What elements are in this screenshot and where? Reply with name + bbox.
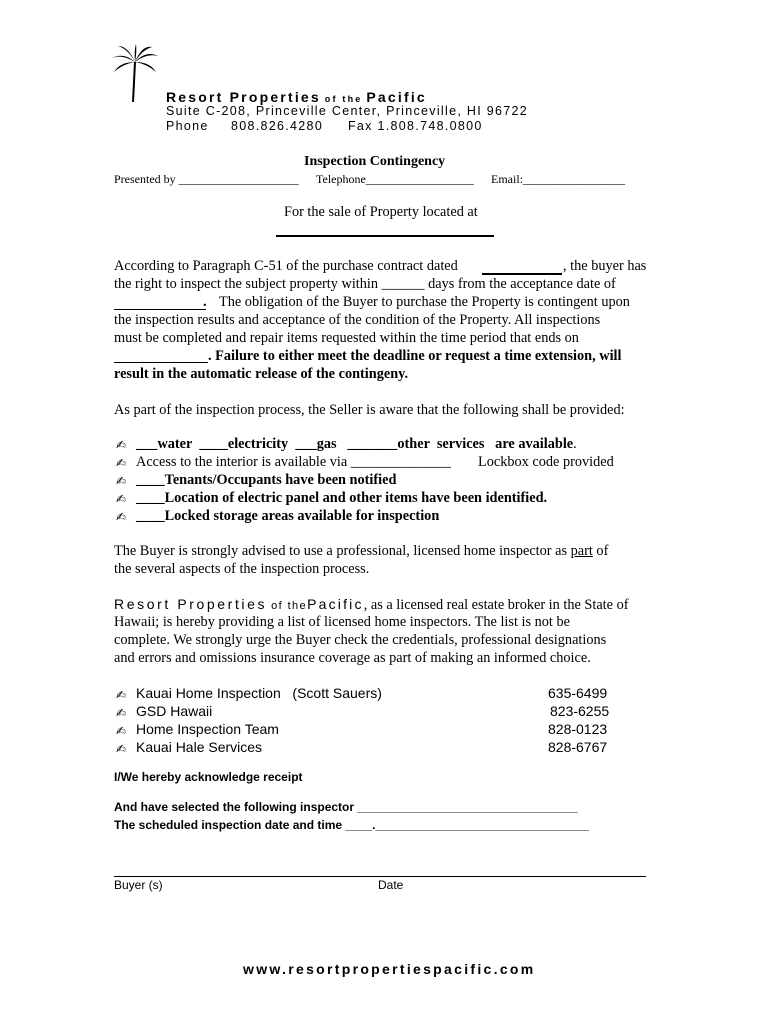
company-address: Suite C-208, Princeville Center, Princeville, HI 96722 <box>166 104 529 118</box>
date-label: Date <box>378 878 404 892</box>
inspector-phone: 635-6499 <box>548 685 608 701</box>
para2: As part of the inspection process, the Seller is aware that the following shall be provided: <box>114 402 625 418</box>
check-bullet-icon: ✍ <box>116 474 127 488</box>
para4-company: Resort Properties <box>114 596 268 612</box>
company-name <box>166 89 427 105</box>
inspector-phone: 823-6255 <box>550 703 610 719</box>
para1-line6: . Failure to either meet the deadline or request a time extension, will <box>208 348 622 364</box>
inspector-name: Kauai Hale Services <box>136 739 263 755</box>
para3-line1 <box>114 543 608 560</box>
para1-line2: the right to inspect the subject property within ______ days from the acceptance date of <box>114 276 616 292</box>
para4-pacific: Pacific <box>307 596 364 612</box>
company-name-of-the: of the <box>324 94 363 104</box>
check-bullet-icon: ✍ <box>116 688 127 702</box>
para3-line1-underlined: part <box>570 543 593 559</box>
telephone-field: Telephone__________________ <box>316 172 474 186</box>
para4-line3: complete. We strongly urge the Buyer check the credentials, professional designations <box>114 632 607 648</box>
signature-line <box>114 876 646 877</box>
para4-line4: and errors and omissions insurance coverage as part of making an informed choice. <box>114 650 591 666</box>
company-name-main: Resort Properties <box>166 89 321 105</box>
para1-line5: must be completed and repair items requested within the time period that ends on <box>114 330 579 346</box>
check-bullet-icon: ✍ <box>116 724 127 738</box>
check-bullet-icon: ✍ <box>116 510 127 524</box>
para3-line1a: The Buyer is strongly advised to use a professional, licensed home inspector as <box>114 543 568 559</box>
company-name-end: Pacific <box>366 89 427 105</box>
checklist-item-4: ____Location of electric panel and other items have been identified. <box>136 490 548 506</box>
inspector-phone: 828-0123 <box>548 721 608 737</box>
para1-line4: the inspection results and acceptance of the condition of the Property. All inspections <box>114 312 601 328</box>
para3-line2: the several aspects of the inspection process. <box>114 561 370 577</box>
contract-date-blank <box>482 273 562 275</box>
selected-inspector-line: And have selected the following inspector _________________________________ <box>114 800 578 814</box>
para1-line1b: , the buyer has <box>563 258 647 274</box>
page-title: Inspection Contingency <box>304 154 446 169</box>
palm-tree-logo <box>110 44 160 104</box>
checklist-item-1a: ___water ____electricity ___gas _______other services are available <box>136 436 574 452</box>
checklist-item-2b: Lockbox code provided <box>478 454 614 470</box>
para1-line3b: The obligation of the Buyer to purchase the Property is contingent upon <box>219 294 630 310</box>
check-bullet-icon: ✍ <box>116 438 127 452</box>
checklist-item-1b: . <box>573 436 577 452</box>
para4-line1 <box>114 596 628 614</box>
deadline-blank <box>114 362 208 363</box>
inspector-name: GSD Hawaii <box>136 703 213 719</box>
presented-by-field: Presented by ____________________ <box>114 172 299 186</box>
para4-line2: Hawaii; is hereby providing a list of licensed home inspectors. The list is not be <box>114 614 570 630</box>
phone-number: 808.826.4280 <box>231 119 324 133</box>
footer-website: www.resortpropertiespacific.com <box>243 961 536 977</box>
buyer-label: Buyer (s) <box>114 878 163 892</box>
sale-property-text: For the sale of Property located at <box>284 204 478 220</box>
email-field: Email:_________________ <box>491 172 625 186</box>
acknowledge-receipt: I/We hereby acknowledge receipt <box>114 770 303 784</box>
checklist-item-5: ____Locked storage areas available for inspection <box>136 508 440 524</box>
para4-line1-rest: , as a licensed real estate broker in the State of <box>363 597 629 613</box>
inspector-name: Home Inspection Team <box>136 721 279 737</box>
inspector-name: Kauai Home Inspection (Scott Sauers) <box>136 685 382 701</box>
scheduled-date-line: The scheduled inspection date and time ____.________________________________ <box>114 818 589 832</box>
check-bullet-icon: ✍ <box>116 742 127 756</box>
property-address-line <box>276 235 494 237</box>
check-bullet-icon: ✍ <box>116 456 127 470</box>
inspector-phone: 828-6767 <box>548 739 608 755</box>
checklist-item-1 <box>136 436 577 453</box>
check-bullet-icon: ✍ <box>116 492 127 506</box>
acceptance-date-blank <box>114 309 206 310</box>
para1-line7: result in the automatic release of the contingeny. <box>114 366 409 382</box>
fax-number: Fax 1.808.748.0800 <box>348 119 483 133</box>
check-bullet-icon: ✍ <box>116 706 127 720</box>
checklist-item-2a: Access to the interior is available via ______________ <box>136 454 451 470</box>
checklist-item-3: ____Tenants/Occupants have been notified <box>136 472 397 488</box>
phone-label: Phone <box>166 119 209 133</box>
para1-line3a: . <box>203 294 207 310</box>
para4-of-the: of the <box>271 600 308 612</box>
para3-line1b: of <box>592 543 609 559</box>
para1-line1a: According to Paragraph C-51 of the purchase contract dated <box>114 258 458 274</box>
